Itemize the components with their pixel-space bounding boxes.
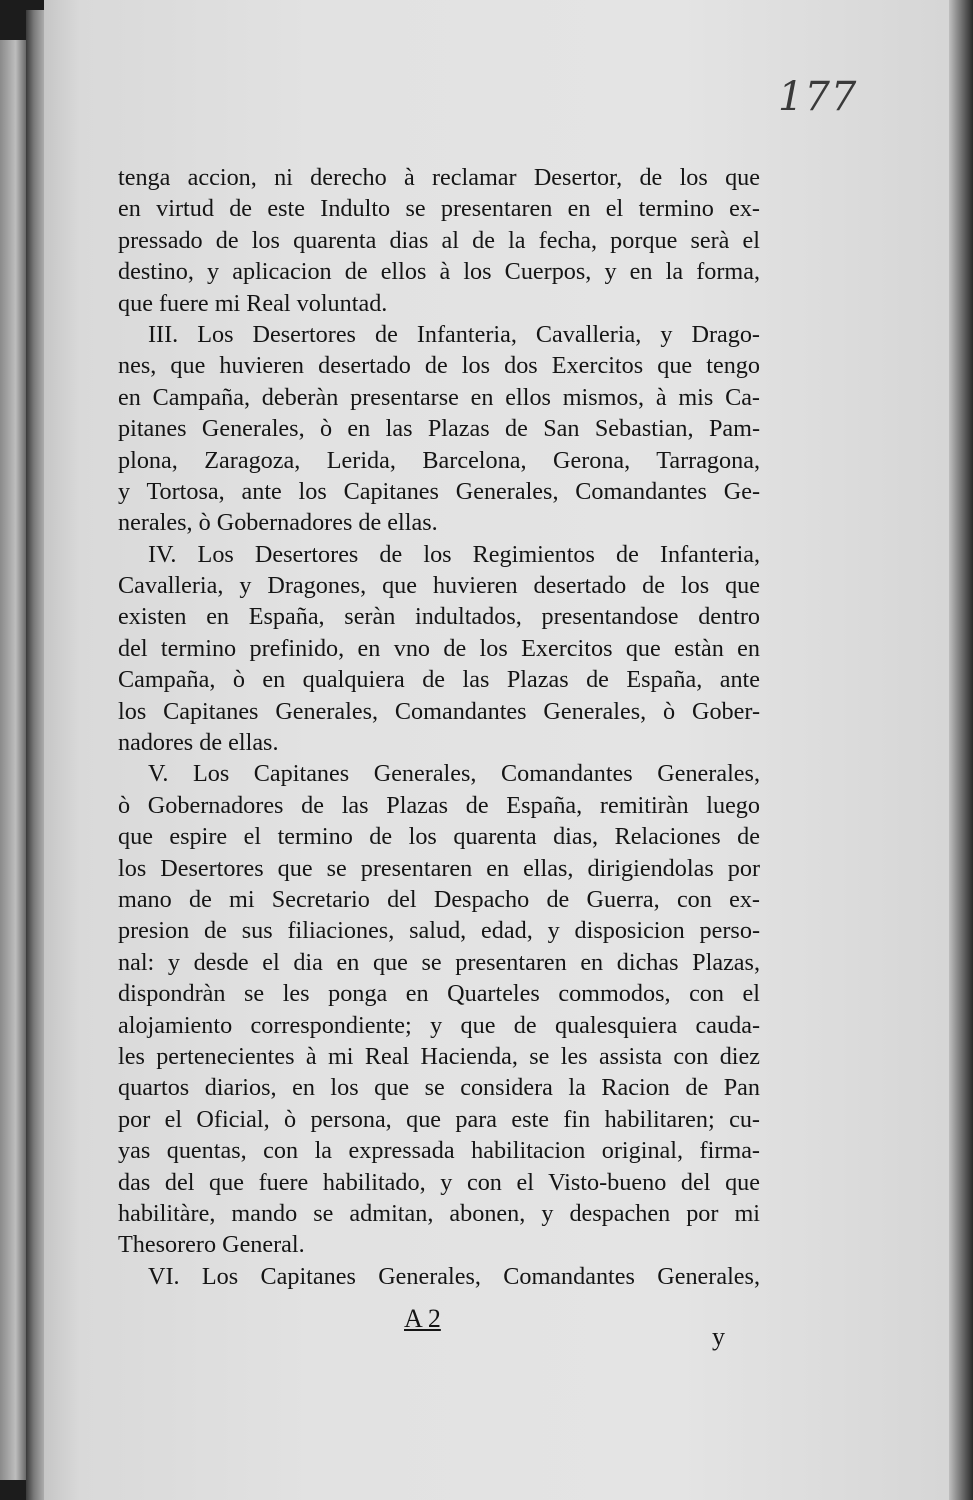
text-line: Thesorero General. bbox=[118, 1231, 305, 1259]
text-line: destino, y aplicacion de ellos à los Cuerpos, y en la forma, bbox=[118, 258, 760, 286]
text-line: nadores de ellas. bbox=[118, 729, 279, 757]
text-line: ò Gobernadores de las Plazas de España, remitiràn luego bbox=[118, 791, 760, 819]
text-line: Cavalleria, y Dragones, que huvieren desertado de los que bbox=[118, 572, 760, 600]
text-line: tenga accion, ni derecho à reclamar Desertor, de los que bbox=[118, 164, 760, 191]
text-line: les pertenecientes à mi Real Hacienda, se les assista con diez bbox=[118, 1042, 760, 1070]
folio-number: 177 bbox=[778, 74, 858, 120]
text-line: das del que fuere habilitado, y con el Visto-bueno del que bbox=[118, 1168, 760, 1196]
text-line: nes, que huvieren desertado de los dos Exercitos que tengo bbox=[118, 352, 760, 380]
text-line: quartos diarios, en los que se considera la Racion de Pan bbox=[118, 1074, 760, 1102]
text-line: en virtud de este Indulto se presentaren en el termino ex- bbox=[118, 195, 760, 223]
text-line: nal: y desde el dia en que se presentaren en dichas Plazas, bbox=[118, 948, 760, 976]
text-line: III. Los Desertores de Infanteria, Cavalleria, y Drago- bbox=[148, 320, 760, 348]
text-line: alojamiento correspondiente; y que de qualesquiera cauda- bbox=[118, 1011, 760, 1039]
text-line: por el Oficial, ò persona, que para este fin habilitaren; cu- bbox=[118, 1105, 760, 1133]
signature-mark: A 2 bbox=[404, 1304, 441, 1333]
text-line: en Campaña, deberàn presentarse en ellos mismos, à mis Ca- bbox=[118, 383, 760, 411]
body-text bbox=[118, 162, 760, 1292]
page-edge-shadow bbox=[949, 0, 973, 1500]
facing-page-edge bbox=[0, 40, 26, 1480]
text-line: nerales, ò Gobernadores de ellas. bbox=[118, 509, 438, 537]
text-line: los Capitanes Generales, Comandantes Generales, ò Gober- bbox=[118, 697, 760, 725]
text-line: y Tortosa, ante los Capitanes Generales, Comandantes Ge- bbox=[118, 477, 760, 505]
text-line: dispondràn se les ponga en Quarteles commodos, con el bbox=[118, 980, 760, 1008]
text-line: del termino prefinido, en vno de los Exercitos que estàn en bbox=[118, 634, 760, 662]
text-line: presion de sus filiaciones, salud, edad, y disposicion perso- bbox=[118, 917, 760, 945]
text-line: los Desertores que se presentaren en ellas, dirigiendolas por bbox=[118, 854, 760, 882]
text-line: Campaña, ò en qualquiera de las Plazas de España, ante bbox=[118, 666, 760, 694]
text-line: V. Los Capitanes Generales, Comandantes Generales, bbox=[148, 760, 760, 788]
text-line: existen en España, seràn indultados, presentandose dentro bbox=[118, 603, 760, 631]
text-line: que fuere mi Real voluntad. bbox=[118, 289, 388, 317]
book-gutter bbox=[26, 10, 46, 1500]
text-line: pitanes Generales, ò en las Plazas de San Sebastian, Pam- bbox=[118, 415, 760, 443]
text-line: pressado de los quarenta dias al de la fecha, porque serà el bbox=[118, 226, 760, 254]
text-line: yas quentas, con la expressada habilitacion original, firma- bbox=[118, 1137, 760, 1165]
text-line: habilitàre, mando se admitan, abonen, y despachen por mi bbox=[118, 1199, 760, 1227]
text-line: que espire el termino de los quarenta dias, Relaciones de bbox=[118, 823, 760, 851]
text-line: IV. Los Desertores de los Regimientos de Infanteria, bbox=[148, 540, 760, 568]
text-line: plona, Zaragoza, Lerida, Barcelona, Gerona, Tarragona, bbox=[118, 446, 760, 474]
text-line: VI. Los Capitanes Generales, Comandantes Generales, bbox=[148, 1262, 760, 1290]
text-line: mano de mi Secretario del Despacho de Guerra, con ex- bbox=[118, 885, 760, 913]
catchword: y bbox=[712, 1322, 725, 1351]
